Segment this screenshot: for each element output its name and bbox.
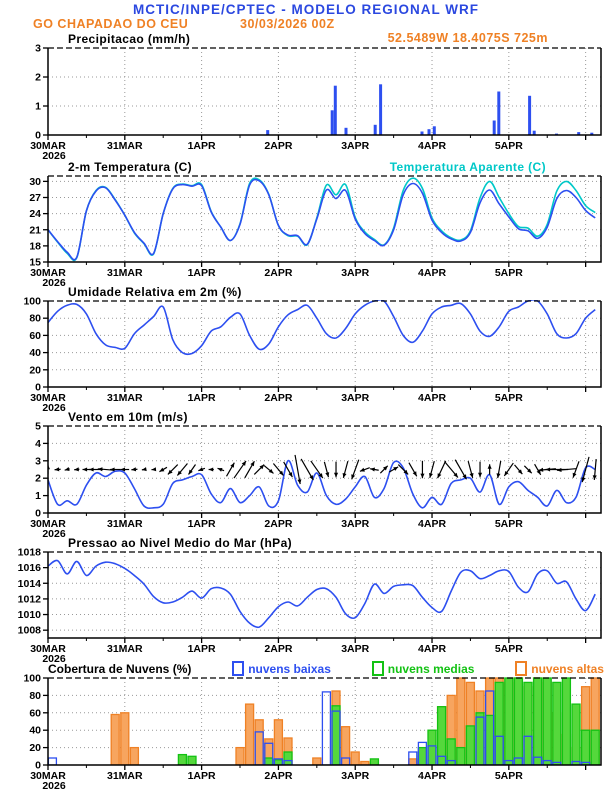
cloud-cover-title-row <box>48 661 604 676</box>
svg-text:5APR: 5APR <box>494 392 523 404</box>
svg-text:4APR: 4APR <box>418 643 447 655</box>
svg-text:31MAR: 31MAR <box>107 770 143 782</box>
svg-text:1APR: 1APR <box>187 643 216 655</box>
svg-text:1010: 1010 <box>17 609 41 622</box>
svg-text:2APR: 2APR <box>264 518 293 530</box>
svg-text:4APR: 4APR <box>418 140 447 152</box>
svg-text:5: 5 <box>35 420 41 433</box>
svg-text:100: 100 <box>23 295 41 308</box>
svg-text:31MAR: 31MAR <box>107 392 143 404</box>
svg-text:2APR: 2APR <box>264 643 293 655</box>
svg-text:0: 0 <box>35 759 41 772</box>
legend-item-low-clouds <box>232 661 331 676</box>
svg-text:3: 3 <box>35 455 41 468</box>
svg-text:60: 60 <box>29 707 41 720</box>
svg-text:2: 2 <box>35 472 41 485</box>
svg-text:1APR: 1APR <box>187 518 216 530</box>
svg-text:4: 4 <box>35 437 41 450</box>
svg-text:24: 24 <box>29 208 41 221</box>
high-clouds-legend-label: nuvens altas <box>531 661 604 676</box>
svg-text:0: 0 <box>35 381 41 394</box>
svg-text:2APR: 2APR <box>264 770 293 782</box>
svg-text:5APR: 5APR <box>494 643 523 655</box>
svg-text:1APR: 1APR <box>187 140 216 152</box>
svg-text:31MAR: 31MAR <box>107 643 143 655</box>
svg-text:5APR: 5APR <box>494 518 523 530</box>
svg-text:30MAR: 30MAR <box>30 770 66 782</box>
svg-text:30MAR: 30MAR <box>30 392 66 404</box>
svg-text:27: 27 <box>29 192 41 204</box>
low-clouds-legend-swatch-icon <box>232 661 244 676</box>
temperature-panel-title: 2-m Temperatura (C) <box>68 160 193 174</box>
pressure-panel-title: Pressao ao Nivel Medio do Mar (hPa) <box>68 536 293 550</box>
legend-item-high-clouds <box>515 661 604 676</box>
svg-text:31MAR: 31MAR <box>107 267 143 279</box>
svg-text:2APR: 2APR <box>264 267 293 279</box>
svg-text:3APR: 3APR <box>341 392 370 404</box>
svg-text:1016: 1016 <box>17 562 41 575</box>
svg-text:31MAR: 31MAR <box>107 140 143 152</box>
svg-text:1014: 1014 <box>17 577 41 590</box>
svg-text:30MAR: 30MAR <box>30 643 66 655</box>
svg-text:30MAR: 30MAR <box>30 267 66 279</box>
svg-text:3APR: 3APR <box>341 267 370 279</box>
svg-text:3: 3 <box>35 42 41 55</box>
svg-text:30MAR: 30MAR <box>30 140 66 152</box>
svg-text:3APR: 3APR <box>341 140 370 152</box>
precipitation-panel-title: Precipitacao (mm/h) <box>68 32 191 46</box>
station-name: GO CHAPADAO DO CEU <box>33 17 189 31</box>
svg-text:2APR: 2APR <box>264 140 293 152</box>
svg-text:2026: 2026 <box>42 150 66 162</box>
svg-text:30MAR: 30MAR <box>30 518 66 530</box>
apparent-temperature-label: Temperatura Aparente (C) <box>389 160 546 174</box>
legend-item-mid-clouds <box>372 661 475 676</box>
svg-text:3APR: 3APR <box>341 770 370 782</box>
svg-text:3APR: 3APR <box>341 518 370 530</box>
svg-text:40: 40 <box>29 347 41 360</box>
svg-text:3APR: 3APR <box>341 643 370 655</box>
svg-text:4APR: 4APR <box>418 267 447 279</box>
svg-text:5APR: 5APR <box>494 267 523 279</box>
svg-text:80: 80 <box>29 312 41 325</box>
svg-text:2: 2 <box>35 71 41 84</box>
svg-text:1: 1 <box>35 490 41 503</box>
wind-panel-title: Vento em 10m (m/s) <box>68 410 188 424</box>
svg-text:40: 40 <box>29 724 41 737</box>
humidity-panel-title: Umidade Relativa em 2m (%) <box>68 285 242 299</box>
mid-clouds-legend-label: nuvens medias <box>387 661 475 676</box>
svg-text:15: 15 <box>29 256 41 269</box>
svg-text:4APR: 4APR <box>418 392 447 404</box>
svg-text:5APR: 5APR <box>494 140 523 152</box>
svg-text:2026: 2026 <box>42 780 66 792</box>
svg-text:2026: 2026 <box>42 402 66 414</box>
cloud-cover-panel-title: Cobertura de Nuvens (%) <box>48 661 192 676</box>
svg-text:2026: 2026 <box>42 277 66 289</box>
station-coordinates: 52.5489W 18.4075S 725m <box>387 31 548 45</box>
mid-clouds-legend-swatch-icon <box>372 661 384 676</box>
svg-text:2026: 2026 <box>42 528 66 540</box>
svg-text:1APR: 1APR <box>187 770 216 782</box>
svg-text:0: 0 <box>35 129 41 142</box>
svg-text:1012: 1012 <box>17 593 41 606</box>
run-datetime: 30/03/2026 00Z <box>240 17 335 31</box>
svg-text:2APR: 2APR <box>264 392 293 404</box>
svg-text:21: 21 <box>29 224 41 237</box>
svg-text:1APR: 1APR <box>187 392 216 404</box>
svg-text:20: 20 <box>29 364 41 377</box>
high-clouds-legend-swatch-icon <box>515 661 527 676</box>
svg-text:31MAR: 31MAR <box>107 518 143 530</box>
svg-text:0: 0 <box>35 507 41 520</box>
svg-text:100: 100 <box>23 672 41 685</box>
svg-text:1018: 1018 <box>17 546 41 559</box>
svg-text:4APR: 4APR <box>418 518 447 530</box>
svg-text:80: 80 <box>29 689 41 702</box>
svg-text:1APR: 1APR <box>187 267 216 279</box>
svg-text:1: 1 <box>35 100 41 113</box>
svg-text:5APR: 5APR <box>494 770 523 782</box>
svg-text:18: 18 <box>29 240 41 253</box>
svg-text:4APR: 4APR <box>418 770 447 782</box>
model-title: MCTIC/INPE/CPTEC - MODELO REGIONAL WRF <box>133 2 479 17</box>
svg-text:60: 60 <box>29 329 41 342</box>
svg-text:30: 30 <box>29 175 41 188</box>
low-clouds-legend-label: nuvens baixas <box>248 661 331 676</box>
svg-text:20: 20 <box>29 742 41 755</box>
svg-text:2026: 2026 <box>42 653 66 665</box>
svg-text:1008: 1008 <box>17 624 41 637</box>
